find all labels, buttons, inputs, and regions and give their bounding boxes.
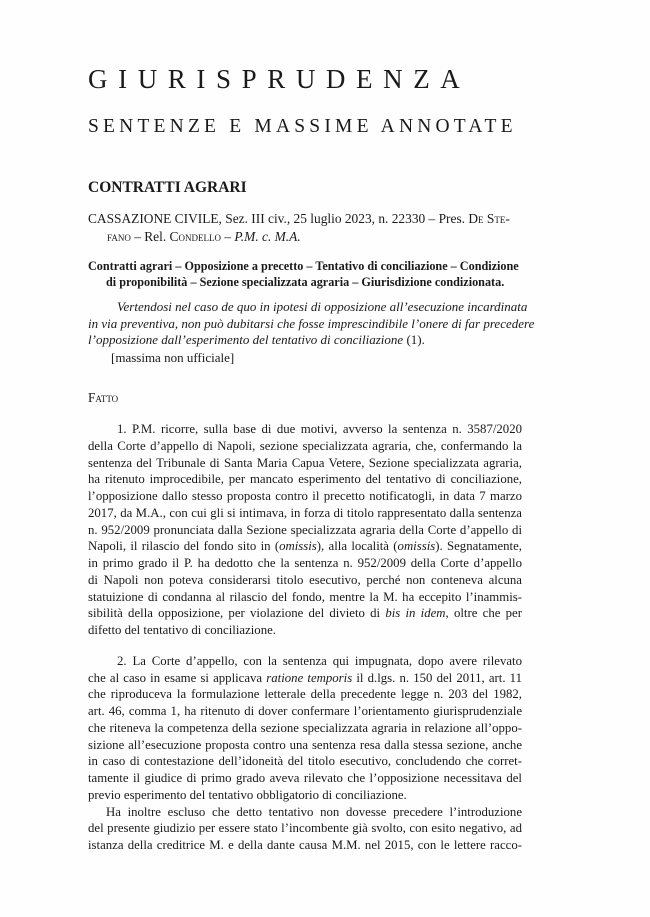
- citation-parties: – P.M. c. M.A.: [220, 229, 301, 244]
- citation-rel-label: – Rel.: [130, 229, 170, 244]
- keywords-block: [88, 258, 522, 290]
- body-line: l’opposizione dallo stesso proposta contro il precetto notificatogli, in data 7 marzo: [88, 489, 522, 503]
- massima-text: in via preventiva, non può dubitarsi che fosse imprescindibile l’onere di far precedere: [88, 315, 535, 331]
- body-line: Ha inoltre escluso che detto tentativo non dovesse precedere l’introduzione: [106, 804, 522, 819]
- body-line: in primo grado il P. ha dedotto che la sentenza n. 952/2009 della Corte d’appello: [88, 556, 522, 570]
- body-line: istanza della creditrice M. e della dante causa M.M. nel 2015, con le lettere racco-: [88, 838, 522, 852]
- footnote-ref: (1).: [403, 332, 425, 348]
- body-line: della Corte d’appello di Napoli, sezione specializzata agraria, che, confermando la: [88, 438, 522, 453]
- body-line: statuizione di condanna al rilascio del fondo, mentre la M. ha eccepito l’inammis-: [88, 589, 522, 604]
- body-line: 2. La Corte d’appello, con la sentenza qui impugnata, dopo avere rilevato: [117, 653, 522, 668]
- body-line: n. 952/2009 pronunciata dalla Sezione specializzata agraria della Corte d’appello di: [88, 522, 522, 537]
- citation-president: De Ste-: [468, 211, 510, 226]
- body-line: ha ritenuto improcedibile, per mancato esperimento del tentativo di conciliazione,: [88, 472, 522, 487]
- keywords-line: Contratti agrari – Opposizione a precetto – Tentativo di conciliazione – Condizione: [88, 259, 519, 273]
- fatto-heading: Fatto: [88, 390, 119, 405]
- body-line: che riproduceva la formulazione letterale della precedente legge n. 203 del 1982,: [88, 687, 522, 702]
- body-line: difetto del tentativo di conciliazione.: [88, 623, 276, 637]
- body-line: art. 46, comma 1, ha ritenuto di dover confermare l’orientamento giurisprudenziale: [88, 704, 522, 718]
- journal-title: GIURISPRUDENZA: [88, 64, 471, 94]
- keywords-line: di proponibilità – Sezione specializzata agraria – Giurisdizione condizionata.: [106, 275, 505, 289]
- body-line: previo esperimento del tentativo obbligatorio di conciliazione.: [88, 787, 407, 802]
- citation-rapporteur: Condello: [169, 229, 221, 244]
- massima-block: [88, 299, 535, 349]
- citation-president-cont: fano: [107, 229, 131, 244]
- massima-tag: [massima non ufficiale]: [111, 350, 235, 365]
- body-line: 2017, da M.A., con cui gli si intimava, in forza di titolo rappresentato dalla sentenza: [88, 505, 522, 520]
- journal-subtitle: SENTENZE E MASSIME ANNOTATE: [88, 116, 517, 137]
- case-citation: [88, 210, 522, 246]
- section-heading: CONTRATTI AGRARI: [88, 179, 247, 196]
- body-text: [88, 421, 522, 854]
- body-line: tamente il giudice di primo grado aveva rilevato che l’opposizione necessitava del: [88, 771, 522, 785]
- body-line: sizione all’esecuzione proposta contro una sentenza resa dalla stessa sezione, anche: [88, 737, 522, 752]
- body-line: in caso di contestazione dell’idoneità del titolo esecutivo, concludendo che corret-: [88, 754, 522, 769]
- body-line: del presente giudizio per essere stato l’incombente già svolto, con esito negativo, ad: [88, 821, 522, 836]
- body-line: che al caso in esame si applicava ratione temporis il d.lgs. n. 150 del 2011, art. 11: [88, 670, 522, 685]
- massima-text: l’opposizione dall’esperimento del tentativo di conciliazione: [88, 332, 404, 348]
- massima-text: Vertendosi nel caso de quo in ipotesi di opposizione all’esecuzione incardinata: [117, 299, 528, 314]
- citation-court: CASSAZIONE CIVILE, Sez. III civ., 25 luglio 2023, n. 22330 – Pres.: [88, 211, 469, 226]
- body-line: sibilità della opposizione, per violazione del divieto di bis in idem, oltre che per: [88, 606, 522, 621]
- paragraph-gap: [88, 639, 522, 653]
- body-line: di Napoli non poteva considerarsi titolo esecutivo, perché non conteneva alcuna: [88, 572, 522, 587]
- body-line: sentenza del Tribunale di Santa Maria Capua Vetere, Sezione specializzata agraria,: [88, 455, 522, 470]
- body-line: che riteneva la competenza della sezione specializzata agraria in relazione all’oppo-: [88, 720, 522, 735]
- body-line: Napoli, il rilascio del fondo sito in (omissis), alla località (omissis). Segnatamente,: [88, 539, 522, 554]
- body-line: 1. P.M. ricorre, sulla base di due motivi, avverso la sentenza n. 3587/2020: [117, 422, 522, 436]
